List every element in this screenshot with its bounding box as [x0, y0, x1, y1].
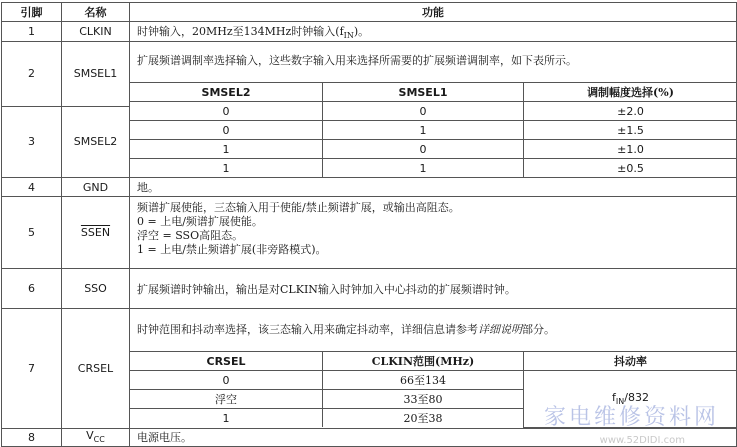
function-post: 部分。 — [522, 323, 555, 336]
header-function: 功能 — [130, 3, 737, 22]
table-row — [2, 178, 737, 197]
pin-name-text: SSEN — [80, 226, 111, 239]
table-row — [2, 42, 737, 107]
function-subscript: IN — [343, 31, 354, 41]
pin-name — [62, 197, 130, 269]
pin-function: 电源电压。 — [130, 428, 737, 446]
header-row — [2, 3, 737, 22]
crsel-cell: 20至38 — [323, 409, 524, 428]
crsel-cell: 浮空 — [130, 390, 323, 409]
crsel-row — [130, 371, 737, 390]
pin-function: 扩展频谱时钟输出，输出是对CLKIN输入时钟加入中心抖动的扩展频谱时钟。 — [130, 269, 737, 309]
function-lines — [130, 197, 736, 268]
rate-main: f — [612, 391, 616, 405]
pin-name: SSO — [62, 269, 130, 309]
pin-function — [130, 197, 737, 269]
smsel-cell: 1 — [323, 121, 524, 140]
smsel-cell: 0 — [130, 102, 323, 121]
function-line: 1 = 上电/禁止频谱扩展(非旁路模式)。 — [137, 243, 327, 256]
crsel-header: 抖动率 — [524, 352, 737, 371]
watermark-text: 家电维修资料网 — [543, 405, 719, 430]
crsel-header: CLKIN范围(MHz) — [323, 352, 524, 371]
pin-function — [130, 22, 737, 42]
pin-name: CRSEL — [62, 309, 130, 429]
smsel-header: SMSEL1 — [323, 83, 524, 102]
pin-number: 5 — [2, 197, 62, 269]
pin-function: 地。 — [130, 178, 737, 197]
function-text: 时钟输入，20MHz至134MHz时钟输入(f — [137, 24, 344, 38]
table-row — [2, 197, 737, 269]
pin-name-subscript: CC — [93, 435, 105, 445]
smsel-cell: ±0.5 — [524, 159, 737, 178]
function-tail: )。 — [353, 24, 370, 38]
pin-name: SMSEL1 — [62, 42, 130, 107]
watermark-url: www.52DIDI.com — [599, 435, 685, 446]
function-line: 0 = 上电/频谱扩展使能。 — [137, 215, 263, 228]
smsel-header-row — [130, 83, 737, 102]
pin-number: 7 — [2, 309, 62, 429]
table-row — [2, 22, 737, 42]
smsel-header: SMSEL2 — [130, 83, 323, 102]
pin-name: SMSEL2 — [62, 106, 130, 177]
function-line: 频谱扩展使能，三态输入用于使能/禁止频谱扩展，或输出高阻态。 — [137, 201, 460, 214]
crsel-cell: 33至80 — [323, 390, 524, 409]
smsel-table — [130, 82, 737, 177]
crsel-cell: 66至134 — [323, 371, 524, 390]
pin-name-text: V — [86, 429, 94, 443]
smsel-cell: 0 — [323, 102, 524, 121]
pin-number: 1 — [2, 22, 62, 42]
function-text: 扩展频谱调制率选择输入，这些数字输入用来选择所需要的扩展频谱调制率，如下表所示。 — [137, 54, 577, 67]
smsel-cell: 1 — [130, 159, 323, 178]
smsel-row — [130, 159, 737, 178]
smsel-header: 调制幅度选择(%) — [524, 83, 737, 102]
smsel-cell: ±1.0 — [524, 140, 737, 159]
rate-subscript: IN — [615, 397, 625, 407]
smsel-cell: 0 — [323, 140, 524, 159]
header-name: 名称 — [62, 3, 130, 22]
function-pre: 时钟范围和抖动率选择，该三态输入用来确定抖动率，详细信息请参考 — [137, 323, 478, 336]
smsel-cell: ±1.5 — [524, 121, 737, 140]
pin-number: 2 — [2, 42, 62, 107]
smsel-cell: ±2.0 — [524, 102, 737, 121]
pin-number: 8 — [2, 428, 62, 446]
crsel-cell: 1 — [130, 409, 323, 428]
smsel-cell: 0 — [130, 121, 323, 140]
crsel-header-row — [130, 352, 737, 371]
smsel-cell: 1 — [323, 159, 524, 178]
function-emphasis: 详细说明 — [478, 323, 522, 336]
function-text — [130, 309, 736, 351]
function-line: 浮空 = SSO高阻态。 — [137, 229, 244, 242]
pin-number: 4 — [2, 178, 62, 197]
table-row — [2, 269, 737, 309]
pin-name: GND — [62, 178, 130, 197]
crsel-header: CRSEL — [130, 352, 323, 371]
smsel-row — [130, 121, 737, 140]
pin-number: 6 — [2, 269, 62, 309]
header-pin: 引脚 — [2, 3, 62, 22]
smsel-row — [130, 102, 737, 121]
smsel-cell: 1 — [130, 140, 323, 159]
pin-function-table — [1, 2, 737, 447]
rate-tail: /832 — [624, 391, 649, 405]
crsel-cell: 0 — [130, 371, 323, 390]
pin-name — [62, 428, 130, 446]
pin-function — [130, 42, 737, 178]
pin-name: CLKIN — [62, 22, 130, 42]
pin-number: 3 — [2, 106, 62, 177]
smsel-row — [130, 140, 737, 159]
